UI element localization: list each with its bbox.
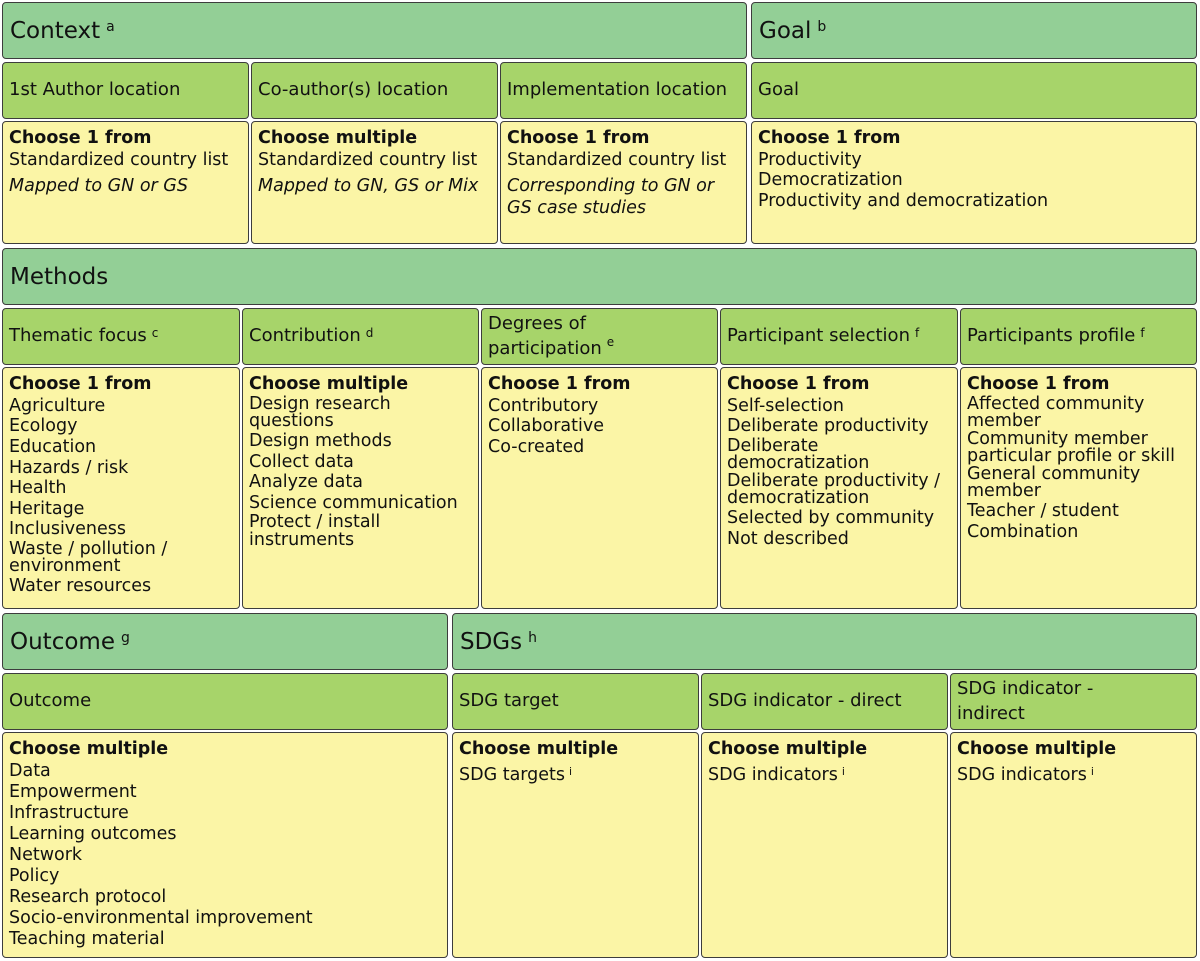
list-item: Network bbox=[9, 844, 83, 865]
sdg-target-footnote: i bbox=[569, 764, 573, 778]
coauthor-location-options bbox=[251, 121, 498, 244]
implementation-choice-rule: Choose 1 from bbox=[507, 128, 650, 148]
list-item: Socio-environmental improvement bbox=[9, 907, 313, 928]
coauthor-mapping-note: Mapped to GN, GS or Mix bbox=[258, 176, 479, 197]
contribution-choice-rule: Choose multiple bbox=[249, 374, 409, 394]
sdg-indicator-indirect-options bbox=[950, 732, 1197, 958]
list-item: Health bbox=[9, 478, 67, 499]
sdg-direct-choice-rule: Choose multiple bbox=[708, 739, 868, 759]
list-item: Selected by community bbox=[727, 508, 935, 529]
sdg-target-options bbox=[452, 732, 699, 958]
list-item: Democratization bbox=[758, 170, 903, 191]
thematic-focus-header: Thematic focus $^c$ bbox=[2, 308, 240, 365]
context-footnote: a bbox=[106, 18, 115, 35]
participant-selection-options bbox=[720, 367, 958, 609]
sdg-targets-text: SDG targets bbox=[459, 764, 566, 785]
list-item: Deliberate democratization bbox=[727, 435, 870, 474]
list-item: Co-created bbox=[488, 436, 585, 457]
list-item: Policy bbox=[9, 865, 60, 886]
list-item: Data bbox=[9, 760, 51, 781]
goal-header: Goal bbox=[751, 62, 1197, 119]
participation-choice-rule: Choose 1 from bbox=[488, 374, 631, 394]
outcome-header: Outcome bbox=[2, 673, 448, 730]
context-section-header bbox=[2, 2, 747, 59]
list-item: Water resources bbox=[9, 576, 152, 597]
sdgs-footnote: h bbox=[528, 629, 537, 646]
coauthor-choice-rule: Choose multiple bbox=[258, 128, 418, 148]
methods-title: Methods bbox=[10, 263, 109, 290]
list-item: General community member bbox=[967, 464, 1141, 502]
contribution-header: Contribution $^d$ bbox=[242, 308, 479, 365]
sdg-indirect-footnote: i bbox=[1090, 764, 1094, 778]
profile-footnote: f bbox=[1140, 326, 1145, 341]
list-item: Not described bbox=[727, 529, 849, 550]
list-item: Design research questions bbox=[249, 393, 391, 431]
list-item: Hazards / risk bbox=[9, 457, 129, 478]
list-item: Teaching material bbox=[9, 928, 165, 949]
participation-options bbox=[481, 367, 718, 609]
list-item: Affected community member bbox=[967, 393, 1145, 431]
list-item: Self-selection bbox=[727, 395, 844, 416]
list-item: Collect data bbox=[249, 451, 354, 472]
list-item: Education bbox=[9, 436, 97, 457]
list-item: Protect / install instruments bbox=[249, 512, 381, 550]
implementation-location-options bbox=[500, 121, 747, 244]
author-location-options bbox=[2, 121, 249, 244]
thematic-focus-options bbox=[2, 367, 240, 609]
goal-title: Goal bbox=[759, 17, 812, 44]
goal-section-header bbox=[751, 2, 1197, 59]
implementation-option-text: Standardized country list bbox=[507, 149, 727, 170]
author-mapping-note: Mapped to GN or GS bbox=[9, 176, 188, 197]
sdgs-title: SDGs bbox=[460, 628, 523, 655]
list-item: Science communication bbox=[249, 492, 458, 513]
participation-footnote: e bbox=[606, 334, 615, 349]
sdg-target-choice-rule: Choose multiple bbox=[459, 739, 619, 759]
sdg-indicator-direct-options bbox=[701, 732, 948, 958]
participant-selection-header: Participant selection $^f$ bbox=[720, 308, 958, 365]
contribution-footnote: d bbox=[365, 326, 374, 341]
goal-options bbox=[751, 121, 1197, 244]
list-item: Productivity bbox=[758, 149, 862, 170]
list-item: Community member particular profile or skill bbox=[967, 428, 1175, 467]
coauthor-location-header: Co-author(s) location bbox=[251, 62, 498, 119]
contribution-options bbox=[242, 367, 479, 609]
methods-section-header bbox=[2, 248, 1197, 305]
thematic-choice-rule: Choose 1 from bbox=[9, 374, 152, 394]
list-item: Design methods bbox=[249, 430, 392, 451]
sdg-indirect-choice-rule: Choose multiple bbox=[957, 739, 1117, 759]
sdg-target-header: SDG target bbox=[452, 673, 699, 730]
author-location-header: 1st Author location bbox=[2, 62, 249, 119]
implementation-mapping-note: Corresponding to GN or GS case studies bbox=[507, 176, 715, 219]
list-item: Combination bbox=[967, 522, 1079, 543]
list-item: Collaborative bbox=[488, 416, 604, 437]
sdg-direct-footnote: i bbox=[841, 764, 845, 778]
sdg-indicator-direct-header: SDG indicator - direct bbox=[701, 673, 948, 730]
list-item: Heritage bbox=[9, 498, 85, 519]
list-item: Research protocol bbox=[9, 886, 167, 907]
list-item: Learning outcomes bbox=[9, 823, 177, 844]
participants-profile-header: Participants profile $^f$ bbox=[960, 308, 1197, 365]
list-item: Waste / pollution / environment bbox=[9, 539, 168, 577]
sdgs-section-header bbox=[452, 613, 1197, 670]
outcome-footnote: g bbox=[120, 629, 130, 646]
participation-header: Degrees of participation $^e$ bbox=[481, 308, 718, 365]
sdg-indirect-indicators-text: SDG indicators bbox=[957, 764, 1087, 785]
sdg-indicator-indirect-header: SDG indicator - indirect bbox=[950, 673, 1197, 730]
outcome-choice-rule: Choose multiple bbox=[9, 739, 169, 759]
list-item: Deliberate productivity bbox=[727, 416, 929, 437]
profile-choice-rule: Choose 1 from bbox=[967, 374, 1110, 394]
list-item: Infrastructure bbox=[9, 802, 129, 823]
thematic-footnote: c bbox=[151, 326, 159, 341]
goal-choice-rule: Choose 1 from bbox=[758, 128, 901, 148]
participants-profile-options bbox=[960, 367, 1197, 609]
outcome-section-header bbox=[2, 613, 448, 670]
context-title: Context bbox=[10, 17, 101, 44]
list-item: Empowerment bbox=[9, 781, 137, 802]
implementation-location-header: Implementation location bbox=[500, 62, 747, 119]
list-item: Inclusiveness bbox=[9, 519, 127, 540]
selection-choice-rule: Choose 1 from bbox=[727, 374, 870, 394]
outcome-title: Outcome bbox=[10, 628, 115, 655]
sdg-direct-indicators-text: SDG indicators bbox=[708, 764, 838, 785]
selection-footnote: f bbox=[914, 326, 920, 341]
coauthor-option-text: Standardized country list bbox=[258, 149, 478, 170]
list-item: Deliberate productivity / democratization bbox=[727, 471, 941, 509]
list-item: Agriculture bbox=[9, 395, 106, 416]
outcome-options bbox=[2, 732, 448, 958]
author-choice-rule: Choose 1 from bbox=[9, 128, 152, 148]
goal-option-list bbox=[758, 150, 1190, 212]
list-item: Ecology bbox=[9, 416, 78, 437]
list-item: Teacher / student bbox=[967, 501, 1119, 522]
list-item: Analyze data bbox=[249, 472, 363, 493]
list-item: Contributory bbox=[488, 395, 599, 416]
list-item: Productivity and democratization bbox=[758, 190, 1049, 211]
goal-footnote: b bbox=[817, 18, 827, 35]
author-option-text: Standardized country list bbox=[9, 149, 229, 170]
